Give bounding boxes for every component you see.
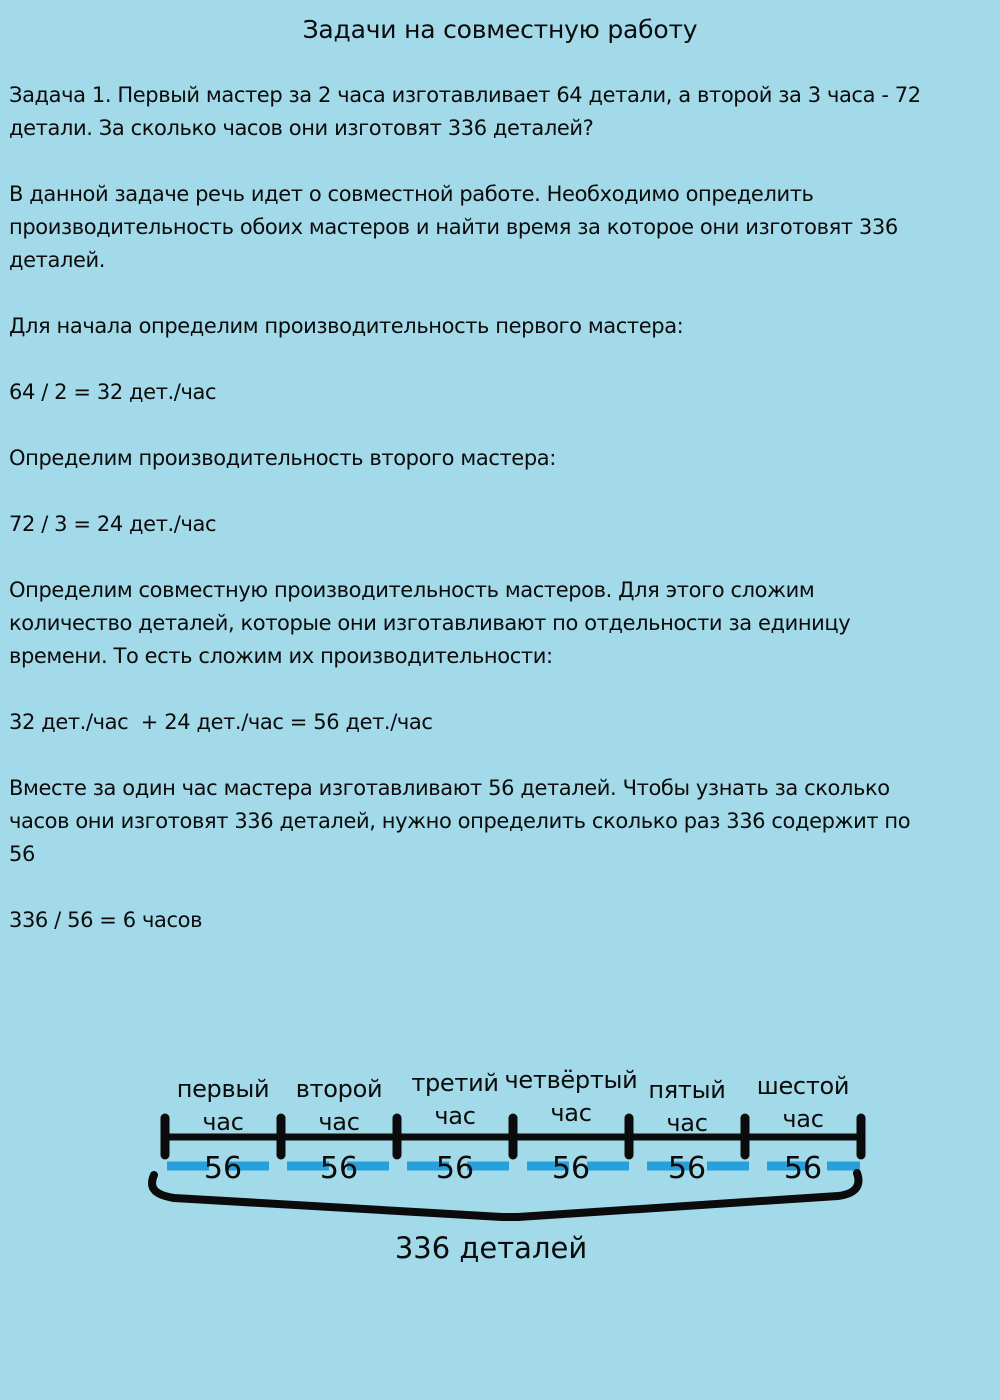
segment-value: 56 <box>319 1151 359 1186</box>
text-line: 56 <box>9 842 35 866</box>
svg-text:час: час <box>782 1105 824 1133</box>
text-line: времени. То есть сложим их производительности: <box>9 644 553 668</box>
hour-label-5 <box>648 1076 725 1137</box>
segment-value: 56 <box>667 1151 707 1186</box>
hour-label-4 <box>505 1066 638 1127</box>
svg-text:шестой: шестой <box>756 1072 850 1100</box>
step1-equation <box>0 376 1000 409</box>
text-line: Для начала определим производительность первого мастера: <box>9 314 684 338</box>
svg-text:пятый: пятый <box>648 1076 726 1104</box>
svg-text:третий: третий <box>411 1069 499 1097</box>
text-line: детали. За сколько часов они изготовят 336 деталей? <box>9 116 594 140</box>
segment-value: 56 <box>203 1151 243 1186</box>
segment-value: 56 <box>435 1151 475 1186</box>
step2-equation <box>0 508 1000 541</box>
svg-text:первый: первый <box>176 1075 270 1103</box>
step4-equation <box>0 904 1000 937</box>
total-label: 336 деталей <box>394 1231 588 1265</box>
svg-text:час: час <box>550 1099 592 1127</box>
text-line: Вместе за один час мастера изготавливают 56 деталей. Чтобы узнать за сколько <box>9 776 890 800</box>
text-line: производительность обоих мастеров и найти время за которое они изготовят 336 <box>9 215 898 239</box>
text-line: часов они изготовят 336 деталей, нужно определить сколько раз 336 содержит по <box>9 809 911 833</box>
svg-text:второй: второй <box>295 1075 383 1103</box>
problem-statement <box>0 79 1000 145</box>
timeline-svg <box>0 1058 1000 1318</box>
hour-label-3 <box>411 1069 498 1130</box>
hour-label-1 <box>177 1075 270 1136</box>
analysis-paragraph <box>0 178 1000 277</box>
text-line: Задача 1. Первый мастер за 2 часа изготавливает 64 детали, а второй за 3 часа - 72 <box>9 83 921 107</box>
page-title: Задачи на совместную работу <box>302 15 698 44</box>
svg-text:час: час <box>666 1109 708 1137</box>
hour-label-2 <box>296 1075 383 1136</box>
step2-intro <box>0 442 1000 475</box>
svg-text:час: час <box>318 1108 360 1136</box>
step3-equation <box>0 706 1000 739</box>
total-brace <box>152 1173 858 1217</box>
work-timeline-diagram <box>0 1058 1000 1318</box>
svg-text:час: час <box>202 1108 244 1136</box>
text-line: Определим совместную производительность мастеров. Для этого сложим <box>9 578 815 602</box>
equation-line: 72 / 3 = 24 дет./час <box>9 512 217 536</box>
text-line: Определим производительность второго мастера: <box>9 446 556 470</box>
timeline-axis <box>161 1118 865 1155</box>
step3-intro <box>0 574 1000 673</box>
text-line: количество деталей, которые они изготавливают по отдельности за единицу <box>9 611 851 635</box>
svg-text:четвёртый: четвёртый <box>504 1066 638 1094</box>
hour-label-6 <box>757 1072 849 1133</box>
equation-line: 64 / 2 = 32 дет./час <box>9 380 217 404</box>
segment-value: 56 <box>783 1151 823 1186</box>
text-line: деталей. <box>9 248 106 272</box>
svg-text:час: час <box>434 1102 476 1130</box>
step1-intro <box>0 310 1000 343</box>
text-line: В данной задаче речь идет о совместной работе. Необходимо определить <box>9 182 814 206</box>
segment-value: 56 <box>551 1151 591 1186</box>
equation-line: 336 / 56 = 6 часов <box>9 908 203 932</box>
equation-line: 32 дет./час + 24 дет./час = 56 дет./час <box>9 710 433 734</box>
step4-intro <box>0 772 1000 871</box>
